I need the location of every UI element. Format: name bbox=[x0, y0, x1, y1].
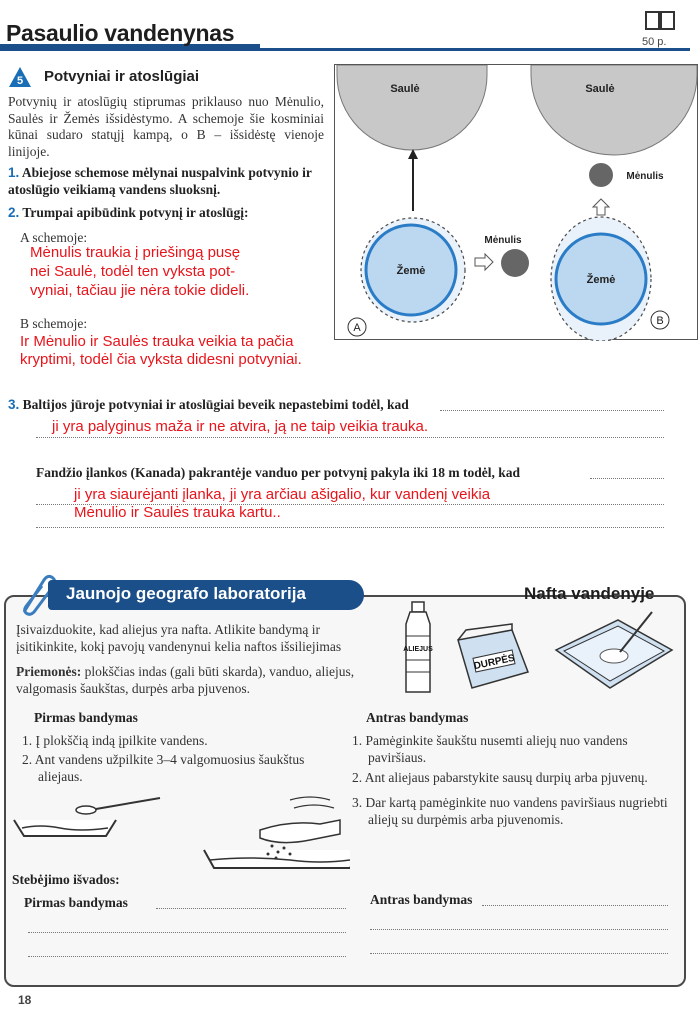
conclusion-second-label: Antras bandymas bbox=[370, 892, 473, 907]
q2-b-answer-line-2[interactable]: kryptimi, todėl čia vyksta didesni potvyniai. bbox=[20, 351, 302, 368]
experiment-illustration bbox=[10, 790, 350, 880]
tide-diagram bbox=[334, 64, 698, 340]
first-experiment-title: Pirmas bandymas bbox=[34, 710, 138, 725]
label-b: B bbox=[656, 315, 664, 327]
lab-title: Jaunojo geografo laboratorija bbox=[66, 584, 306, 603]
page-title: Pasaulio vandenynas bbox=[6, 20, 235, 46]
q2-a-label: A schemoje: bbox=[20, 230, 88, 245]
conclusion-line[interactable] bbox=[370, 929, 668, 930]
q4-answer-line-2[interactable]: Mėnulio ir Saulės trauka kartu.. bbox=[74, 504, 281, 521]
conclusion-first-label: Pirmas bandymas bbox=[24, 895, 128, 910]
moon-b-label: Mėnulis bbox=[626, 171, 664, 182]
question-1: 1. Abiejose schemose mėlynai nuspalvink potvynio ir atoslūgio veikiamą vandens sluoksnį. bbox=[8, 165, 312, 197]
q2-a-answer-line-3[interactable]: vyniai, tačiau jie nėra tokie dideli. bbox=[30, 282, 250, 299]
svg-text:ALIEJUS: ALIEJUS bbox=[403, 646, 433, 653]
answer-line bbox=[590, 478, 664, 479]
sun-a-label: Saulė bbox=[390, 83, 420, 95]
tray-with-spoon-illustration bbox=[548, 600, 678, 695]
sun-b bbox=[531, 65, 697, 155]
sun-b-label: Saulė bbox=[585, 83, 615, 95]
book-icon bbox=[644, 9, 676, 31]
answer-line bbox=[440, 410, 664, 411]
peat-bag-illustration bbox=[452, 622, 532, 692]
first-step-1: 1. Į plokščią indą įpilkite vandens. bbox=[22, 733, 208, 748]
earth-a-label: Žemė bbox=[396, 265, 426, 277]
conclusion-line[interactable] bbox=[482, 905, 668, 906]
conclusion-line[interactable] bbox=[28, 956, 346, 957]
page-reference: 50 p. bbox=[642, 36, 667, 48]
second-step-1: 1. Pamėginkite šaukštu nusemti aliejų nuo vandens paviršiaus. bbox=[352, 733, 628, 765]
moon-b bbox=[589, 163, 613, 187]
second-experiment-title: Antras bandymas bbox=[366, 710, 469, 725]
answer-line bbox=[36, 527, 664, 528]
second-step-3: 3. Dar kartą pamėginkite nuo vandens paviršiaus nugriebti aliejų su durpėmis arba pjuvenomis. bbox=[352, 795, 668, 827]
q2-b-label: B schemoje: bbox=[20, 316, 88, 331]
page-number: 18 bbox=[18, 993, 32, 1007]
q2-a-answer-line-1[interactable]: Mėnulis traukia į priešingą pusę bbox=[30, 244, 241, 261]
svg-text:DURPĖS: DURPĖS bbox=[472, 652, 516, 673]
first-step-2: 2. Ant vandens užpilkite 3–4 valgomuosius šaukštus aliejaus. bbox=[22, 752, 305, 784]
conclusion-line[interactable] bbox=[28, 932, 346, 933]
arrow-up-icon bbox=[593, 199, 609, 215]
question-2: 2. Trumpai apibūdink potvynį ir atoslūgį: bbox=[8, 205, 249, 220]
arrow-right-icon bbox=[475, 254, 493, 270]
q2-a-answer-line-2[interactable]: nei Saulė, todėl ten vyksta pot- bbox=[30, 263, 236, 280]
svg-text:5: 5 bbox=[16, 75, 24, 87]
arrow-head-a bbox=[408, 149, 418, 159]
lab-intro: Įsivaizduokite, kad aliejus yra nafta. Atlikite bandymą ir įsitikinkite, kokį pavojų vandenynui kelia naftos išsiliejimas bbox=[16, 622, 342, 654]
title-underline bbox=[0, 48, 690, 51]
section-intro: Potvynių ir atoslūgių stiprumas priklauso nuo Mėnulio, Saulės ir Žemės išsidėstymo. A schemoje šie kosminiai kūnai sudaro statųjį kampą, o B – išsidėstę vienoje linijoje. bbox=[8, 94, 324, 159]
second-step-2: 2. Ant aliejaus pabarstykite sausų durpių arba pjuvenų. bbox=[352, 770, 648, 785]
lab-side-title: Nafta vandenyje bbox=[524, 584, 655, 603]
sun-a bbox=[337, 65, 487, 150]
conclusions-label: Stebėjimo išvados: bbox=[12, 872, 120, 887]
conclusion-line[interactable] bbox=[370, 953, 668, 954]
label-a: A bbox=[353, 322, 361, 334]
question-4: Fandžio įlankos (Kanada) pakrantėje vanduo per potvynį pakyla iki 18 m todėl, kad bbox=[36, 465, 520, 480]
q3-answer[interactable]: ji yra palyginus maža ir ne atvira, ją ne taip veikia trauka. bbox=[52, 418, 429, 435]
moon-a-label: Mėnulis bbox=[484, 235, 522, 246]
tide-diagram-svg bbox=[335, 65, 699, 341]
lab-tools: Priemonės: plokščias indas (gali būti skarda), vanduo, aliejus, valgomasis šaukštas, durpės arba pjuvenos. bbox=[16, 664, 355, 696]
moon-a bbox=[501, 249, 529, 277]
question-3: 3. Baltijos jūroje potvyniai ir atoslūgiai beveik nepastebimi todėl, kad bbox=[8, 397, 409, 412]
conclusion-line[interactable] bbox=[156, 908, 346, 909]
q2-b-answer-line-1[interactable]: Ir Mėnulio ir Saulės trauka veikia ta pačia bbox=[20, 333, 294, 350]
section-number-badge bbox=[8, 66, 32, 88]
oil-bottle-illustration bbox=[394, 600, 442, 696]
answer-line bbox=[36, 437, 664, 438]
q4-answer-line-1[interactable]: ji yra siaurėjanti įlanka, ji yra arčiau ašigalio, kur vandenį veikia bbox=[74, 486, 491, 503]
earth-b-label: Žemė bbox=[586, 274, 616, 286]
section-title: Potvyniai ir atoslūgiai bbox=[44, 68, 200, 85]
